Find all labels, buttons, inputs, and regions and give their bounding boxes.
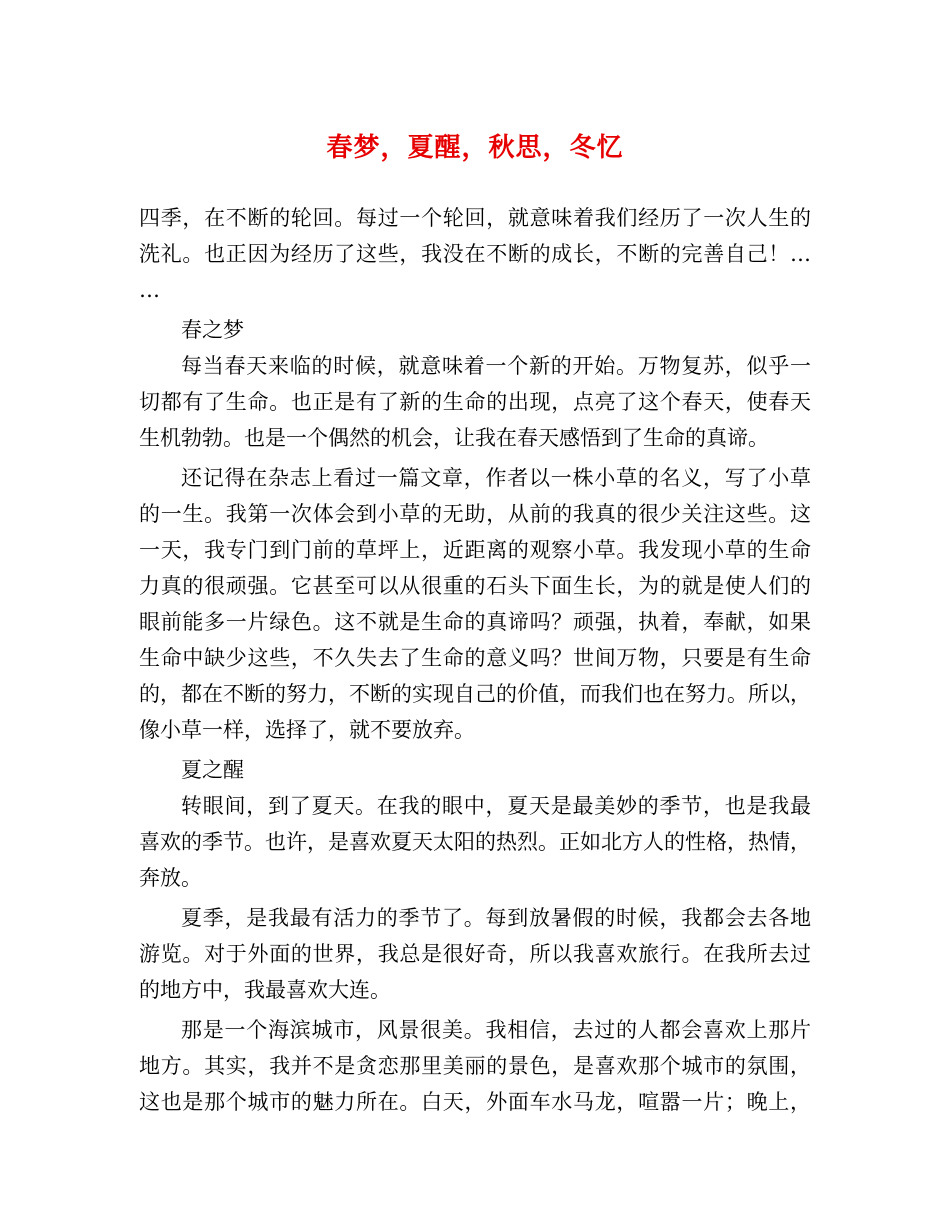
document-title: 春梦，夏醒，秋思，冬忆 — [326, 133, 624, 163]
text-line: 的，都在不断的努力，不断的实现自己的价值，而我们也在努力。所以， — [139, 682, 811, 706]
document-body — [139, 200, 811, 1120]
text-line: 春之梦 — [181, 318, 244, 342]
text-line: 像小草一样，选择了，就不要放弃。 — [139, 718, 475, 742]
text-line: 游览。对于外面的世界，我总是很好奇，所以我喜欢旅行。在我所去过 — [139, 942, 811, 966]
text-line: 力真的很顽强。它甚至可以从很重的石头下面生长，为的就是使人们的 — [139, 574, 811, 598]
text-line: 奔放。 — [139, 866, 202, 890]
text-line: 眼前能多一片绿色。这不就是生命的真谛吗？顽强，执着，奉献，如果 — [139, 610, 811, 634]
text-line: 每当春天来临的时候，就意味着一个新的开始。万物复苏，似乎一 — [181, 354, 811, 378]
text-line: 喜欢的季节。也许，是喜欢夏天太阳的热烈。正如北方人的性格，热情， — [139, 830, 811, 854]
text-line: 那是一个海滨城市，风景很美。我相信，去过的人都会喜欢上那片 — [181, 1018, 811, 1042]
text-line: 四季，在不断的轮回。每过一个轮回，就意味着我们经历了一次人生的 — [139, 206, 811, 230]
text-line: 一天，我专门到门前的草坪上，近距离的观察小草。我发现小草的生命 — [139, 538, 811, 562]
text-line: 还记得在杂志上看过一篇文章，作者以一株小草的名义，写了小草 — [181, 466, 811, 490]
text-line: 切都有了生命。也正是有了新的生命的出现，点亮了这个春天，使春天 — [139, 390, 811, 414]
text-line: 生命中缺少这些，不久失去了生命的意义吗？世间万物，只要是有生命 — [139, 646, 811, 670]
text-line: 地方。其实，我并不是贪恋那里美丽的景色，是喜欢那个城市的氛围， — [139, 1054, 811, 1078]
text-line: 的一生。我第一次体会到小草的无助，从前的我真的很少关注这些。这 — [139, 502, 811, 526]
text-line: 夏季，是我最有活力的季节了。每到放暑假的时候，我都会去各地 — [181, 906, 811, 930]
text-line: 夏之醒 — [181, 758, 244, 782]
text-line: … — [139, 278, 160, 302]
text-line: 的地方中，我最喜欢大连。 — [139, 978, 391, 1002]
text-line: 洗礼。也正因为经历了这些，我没在不断的成长，不断的完善自己！… — [139, 242, 811, 266]
text-line: 这也是那个城市的魅力所在。白天，外面车水马龙，喧嚣一片；晚上， — [139, 1090, 811, 1114]
text-line: 生机勃勃。也是一个偶然的机会，让我在春天感悟到了生命的真谛。 — [139, 426, 769, 450]
text-line: 转眼间，到了夏天。在我的眼中，夏天是最美妙的季节，也是我最 — [181, 794, 811, 818]
